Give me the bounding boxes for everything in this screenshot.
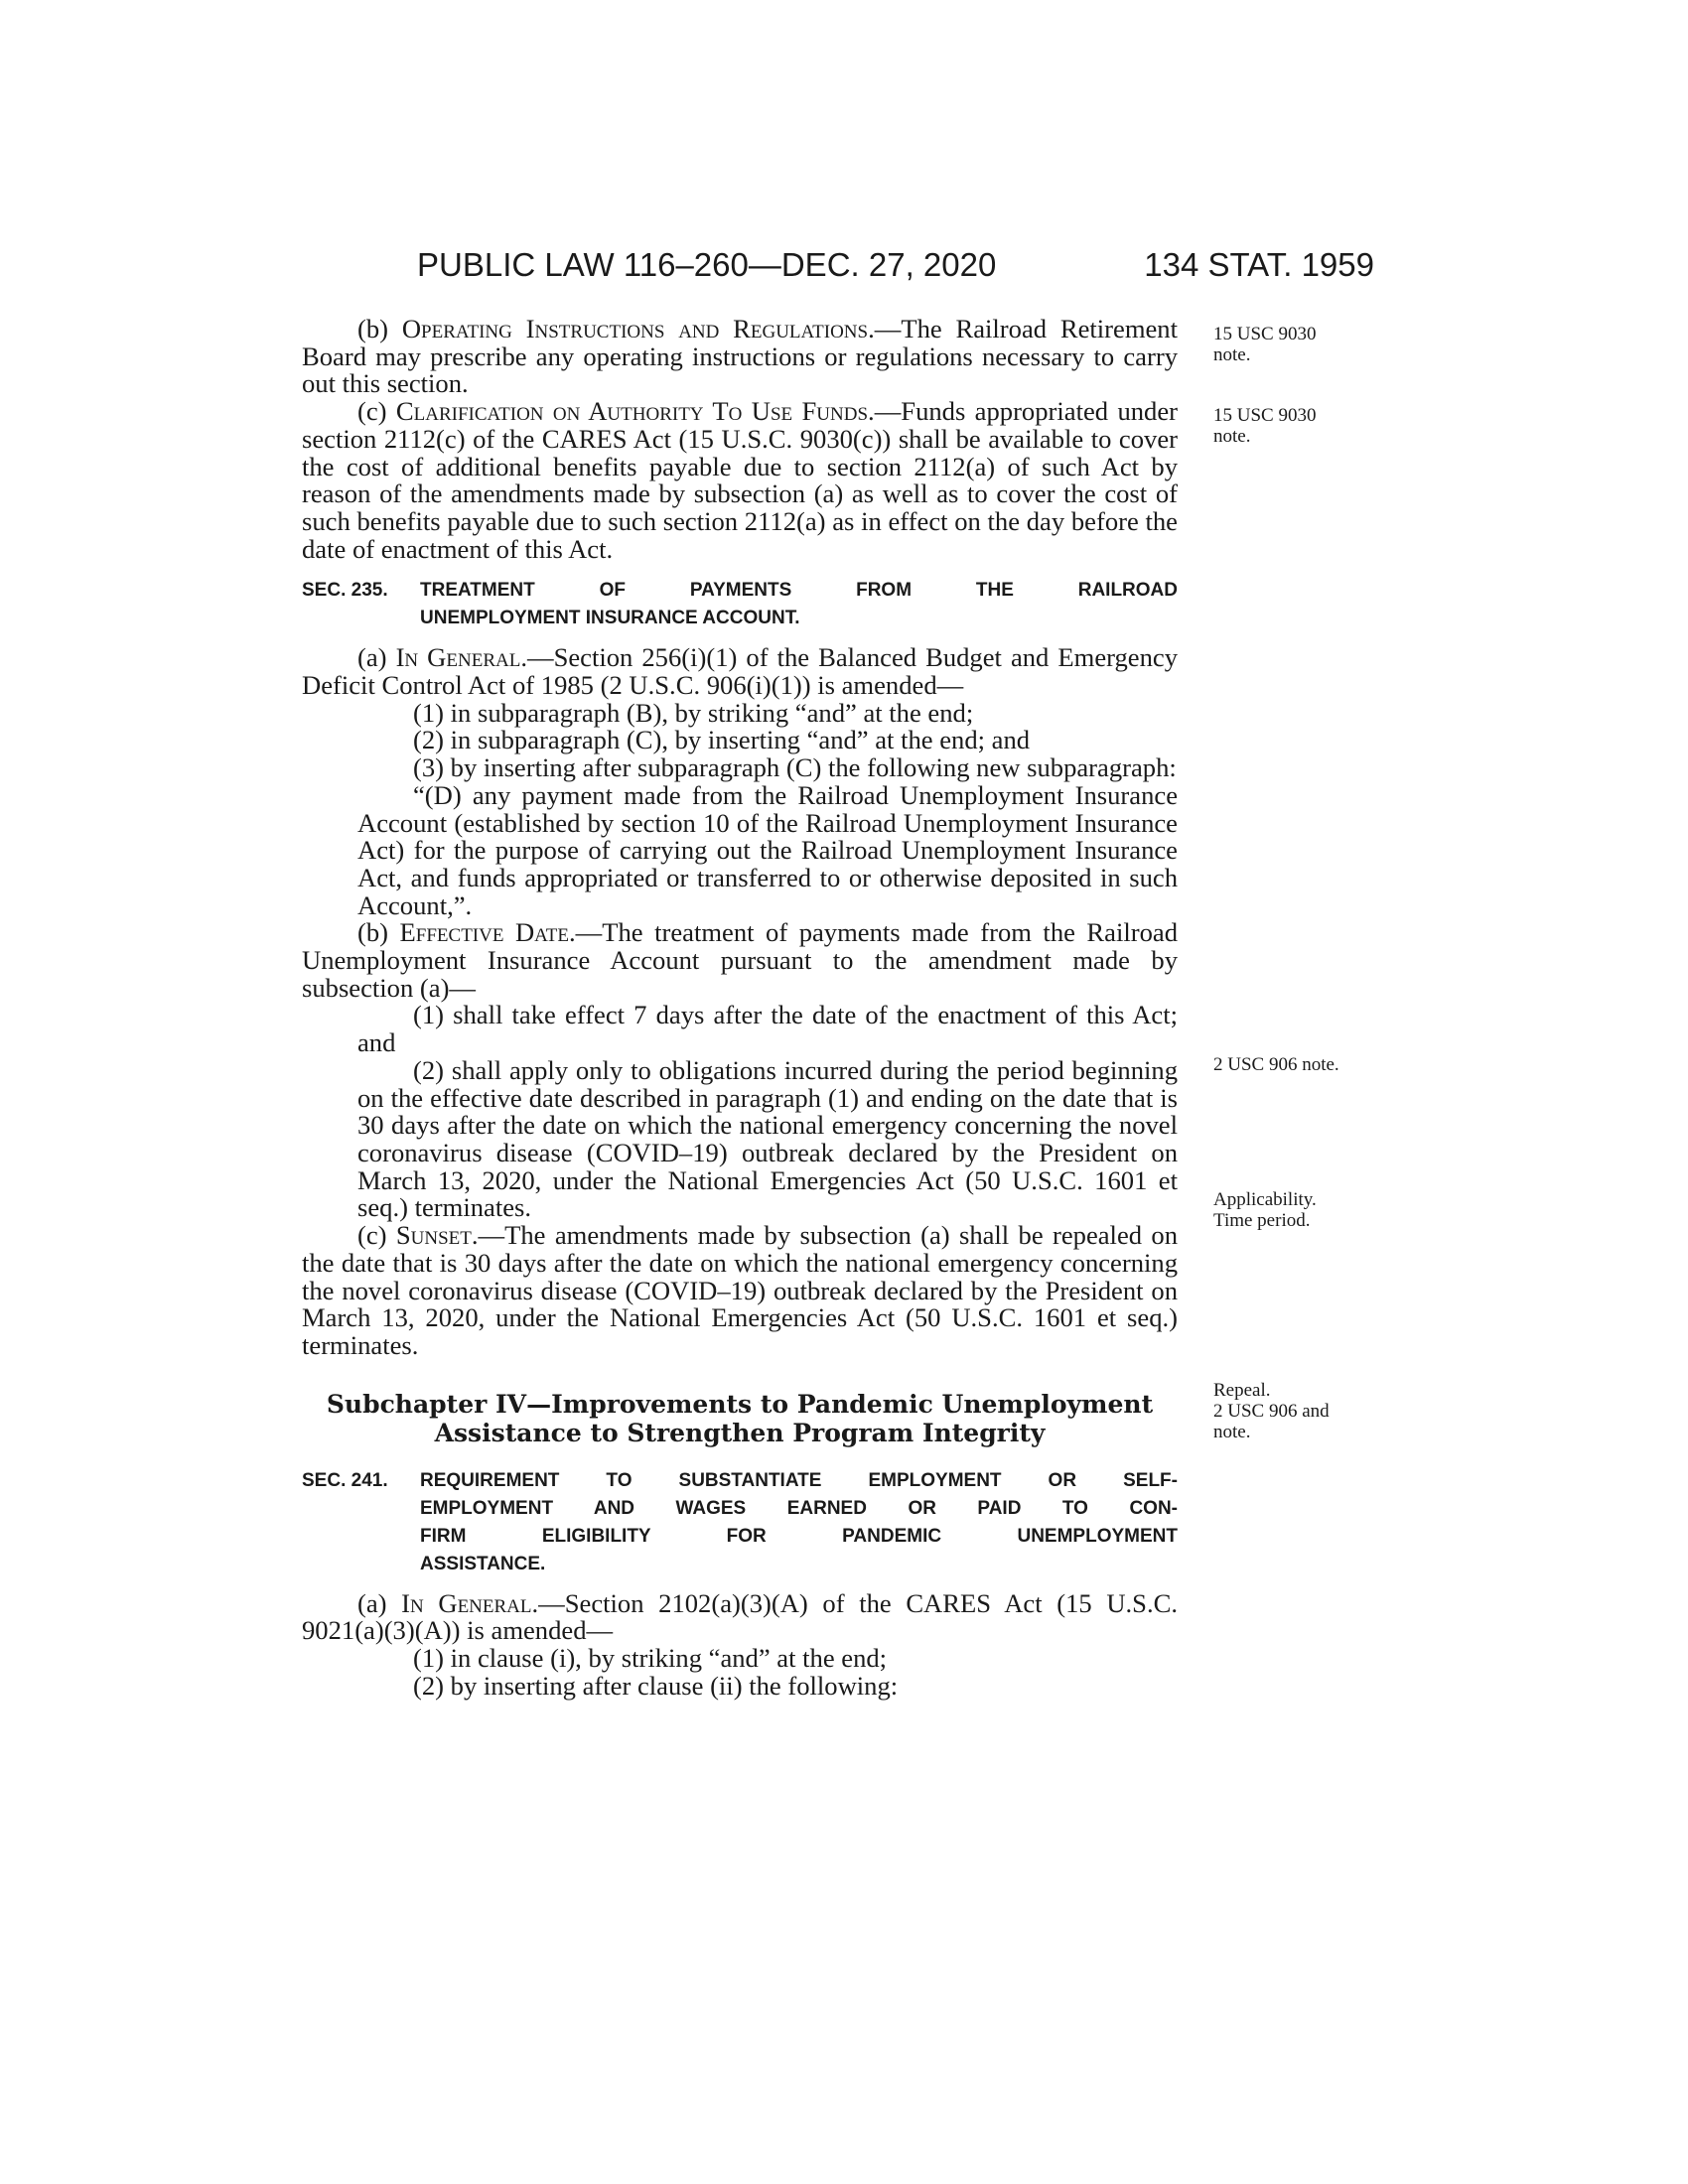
section-heading-235	[302, 577, 1178, 632]
margin-note-applicability: Applicability. Time period.	[1213, 1189, 1317, 1231]
subchapter-line-2: Assistance to Strengthen Program Integrity	[434, 1418, 1046, 1447]
margin-note-usc-3: 2 USC 906 note.	[1213, 1054, 1339, 1075]
paragraph-text: —The amendments made by subsection (a) shall be repealed on the date that is 30 days after the date on which the national emergency concerning the novel coronavirus disease (COVID–19) outbreak declared by the President on March 13, 2020, under the National Emergencies Act (50 U.S.C. 1601 et seq.) terminates.	[302, 1220, 1178, 1360]
margin-note-repeal: Repeal. 2 USC 906 and note.	[1213, 1380, 1330, 1442]
section-number: SEC. 235.	[302, 580, 388, 602]
paragraph-text: —Section 256(i)(1) of the Balanced Budget and Emergency Deficit Control Act of 1985 (2 U.S.C. 906(i)(1)) is amended—	[302, 642, 1178, 701]
sec235-a-3: (3) by inserting after subparagraph (C) the following new subparagraph:	[413, 752, 1177, 783]
sec241-a	[302, 1587, 1178, 1646]
document-body	[302, 316, 1178, 1700]
paragraph-heading: In General.	[401, 1587, 539, 1618]
section-title-line-1: TREATMENT OF PAYMENTS FROM THE RAILROAD	[420, 580, 1178, 602]
sec235-b-1: (1) shall take effect 7 days after the date of the enactment of this Act; and	[357, 1000, 1178, 1058]
section-title-line-2: EMPLOYMENT AND WAGES EARNED OR PAID TO CON-	[420, 1497, 1178, 1519]
paragraph-c-clarification: (c) Clarification on Authority To Use Funds.—Funds appropriated under section 2112(c) of the CARES Act (15 U.S.C. 9030(c)) shall be available to cover the cost of additional benefits payable due to section 2112(a) of such Act by reason of the amendments made by subsection (a) as well as to cover the cost of such benefits payable due to such section 2112(a) as in effect on the day before the date of enactment of this Act.	[302, 396, 1178, 564]
label: (c)	[357, 1220, 396, 1251]
sec235-b-2: (2) shall apply only to obligations incurred during the period beginning on the effective date described in paragraph (1) and ending on the date that is 30 days after the date on which the national emergency concerning the novel coronavirus disease (COVID–19) outbreak declared by the President on March 13, 2020, under the National Emergencies Act (50 U.S.C. 1601 et seq.) terminates.	[357, 1054, 1178, 1223]
paragraph-heading: Sunset.	[395, 1220, 479, 1251]
label: (a)	[357, 1587, 402, 1618]
paragraph-heading: Clarification on Authority To Use Funds.	[395, 396, 875, 427]
label: (b)	[357, 917, 400, 948]
sec235-b	[302, 919, 1178, 1002]
section-number: SEC. 241.	[302, 1469, 388, 1491]
running-head-title: PUBLIC LAW 116–260—DEC. 27, 2020	[417, 246, 997, 283]
subchapter-line-1: Subchapter IV—Improvements to Pandemic Unemployment	[326, 1389, 1154, 1419]
sec241-a-2: (2) by inserting after clause (ii) the following:	[413, 1670, 899, 1701]
margin-note-usc-2: 15 USC 9030 note.	[1213, 405, 1317, 447]
sec241-a-1: (1) in clause (i), by striking “and” at the end;	[413, 1643, 888, 1674]
paragraph-text: —Funds appropriated under section 2112(c) of the CARES Act (15 U.S.C. 9030(c)) shall be available to cover the cost of additional benefits payable due to section 2112(a) of such Act by reason of the amendments made by subsection (a) as well as to cover the cost of such benefits payable due to such section 2112(a) as in effect on the day before the date of enactment of this Act.	[302, 396, 1178, 564]
page-number: 134 STAT. 1959	[1144, 246, 1374, 283]
paragraph-heading: In General.	[395, 642, 527, 673]
subchapter-heading	[302, 1390, 1178, 1447]
sec235-c	[302, 1222, 1178, 1360]
paragraph-heading: Operating Instructions and Regulations.	[401, 314, 875, 343]
paragraph-text: —The Railroad Retirement Board may prescribe any operating instructions or regulations necessary to carry out this section.	[302, 314, 1178, 399]
paragraph-text: —Section 2102(a)(3)(A) of the CARES Act (15 U.S.C. 9021(a)(3)(A)) is amended—	[302, 1587, 1178, 1646]
label: (a)	[357, 642, 396, 673]
margin-note-usc-1: 15 USC 9030 note.	[1213, 324, 1317, 365]
paragraph-text: —The treatment of payments made from the Railroad Unemployment Insurance Account pursuant to the amendment made by subsection (a)—	[302, 917, 1179, 1003]
section-title-line-4: ASSISTANCE.	[420, 1553, 546, 1574]
paragraph-b-operating: (b) Operating Instructions and Regulations.—The Railroad Retirement Board may prescribe any operating instructions or regulations necessary to carry out this section.	[302, 314, 1178, 399]
sec235-a-2: (2) in subparagraph (C), by inserting “and” at the end; and	[413, 725, 1031, 755]
sec235-a	[302, 644, 1178, 699]
section-title-line-1: REQUIREMENT TO SUBSTANTIATE EMPLOYMENT OR SELF-	[420, 1469, 1178, 1491]
section-title-line-2: UNEMPLOYMENT INSURANCE ACCOUNT.	[420, 608, 800, 629]
section-title-line-3: FIRM ELIGIBILITY FOR PANDEMIC UNEMPLOYMENT	[420, 1525, 1178, 1547]
paragraph-heading: Effective Date.	[399, 917, 576, 948]
section-heading-241	[302, 1467, 1178, 1578]
sec235-a-1: (1) in subparagraph (B), by striking “and” at the end;	[413, 697, 974, 728]
sec235-a-d-quote: “(D) any payment made from the Railroad Unemployment Insurance Account (established by section 10 of the Railroad Unemployment Insurance Act) for the purpose of carrying out the Railroad Unemployment Insurance Act, and funds appropriated or transferred to or otherwise deposited in such Account,”.	[357, 779, 1178, 920]
running-head	[302, 246, 1374, 294]
